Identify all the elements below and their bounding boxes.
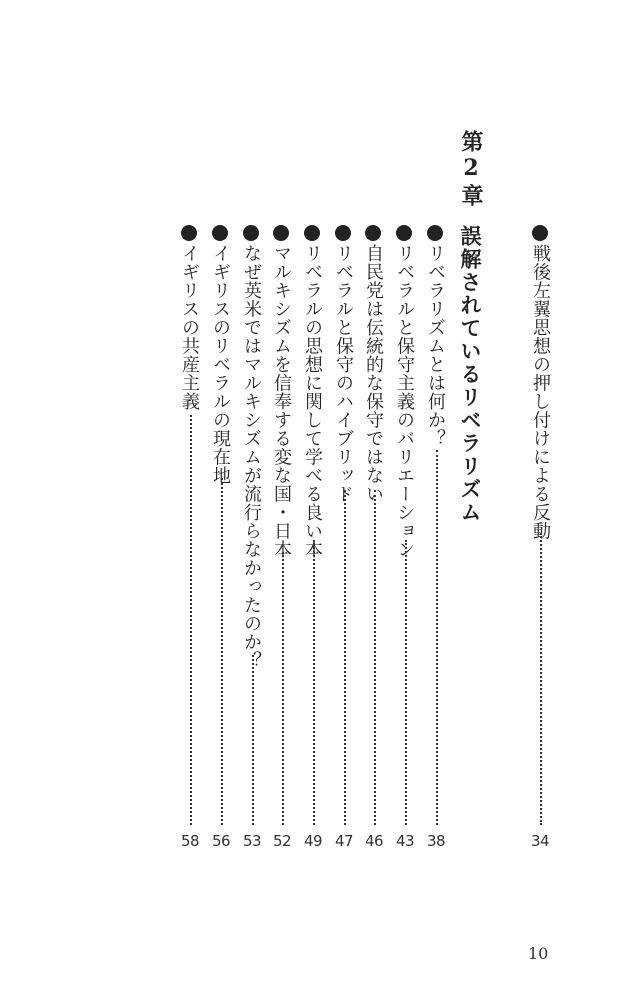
toc-entry-page: 47 <box>334 832 354 850</box>
dot-leader <box>282 552 284 825</box>
bullet-icon <box>335 225 351 241</box>
toc-entry-title: イギリスのリベラルの現在地 <box>210 244 231 485</box>
bullet-icon <box>427 225 443 241</box>
toc-entry <box>426 225 444 448</box>
chapter-number: 第2章 <box>458 130 484 209</box>
dot-leader <box>436 450 438 825</box>
toc-entry-title: 自民党は伝統的な保守ではない <box>363 244 384 503</box>
dot-leader <box>374 490 376 825</box>
dot-leader <box>221 478 223 825</box>
toc-entry <box>334 225 352 503</box>
toc-entry <box>272 225 290 559</box>
toc-entry-page: 56 <box>211 832 231 850</box>
toc-entry-title: なぜ英米ではマルキシズムが流行らなかったのか？ <box>241 244 262 670</box>
toc-entry-page: 34 <box>530 832 550 850</box>
bullet-icon <box>365 225 381 241</box>
dot-leader <box>540 533 542 825</box>
toc-entry-title: 戦後左翼思想の押し付けによる反動 <box>530 244 551 540</box>
bullet-icon <box>181 225 197 241</box>
toc-entry-prev <box>531 225 549 540</box>
toc-entry-title: リベラルと保守のハイブリッド <box>333 244 354 503</box>
dot-leader <box>190 415 192 825</box>
bullet-icon <box>304 225 320 241</box>
toc-entry-title: リベラリズムとは何か？ <box>425 244 446 448</box>
bullet-icon <box>396 225 412 241</box>
toc-entry-title: リベラルの思想に関して学べる良い本 <box>302 244 323 559</box>
toc-entry <box>395 225 413 559</box>
toc-entry-title: イギリスの共産主義 <box>179 244 200 411</box>
dot-leader <box>405 540 407 825</box>
dot-leader <box>252 655 254 825</box>
toc-entry <box>242 225 260 670</box>
toc-entry <box>211 225 229 485</box>
bullet-icon <box>532 225 548 241</box>
page-number: 10 <box>528 944 549 963</box>
toc-entry-page: 49 <box>303 832 323 850</box>
dot-leader <box>344 490 346 825</box>
toc-entry <box>180 225 198 411</box>
toc-entry <box>364 225 382 503</box>
toc-entry-page: 58 <box>180 832 200 850</box>
toc-entry-page: 52 <box>272 832 292 850</box>
bullet-icon <box>273 225 289 241</box>
dot-leader <box>313 540 315 825</box>
toc-entry <box>303 225 321 559</box>
toc-entry-page: 46 <box>364 832 384 850</box>
toc-entry-page: 38 <box>426 832 446 850</box>
chapter-title: 誤解されているリベラリズム <box>458 225 483 524</box>
bullet-icon <box>243 225 259 241</box>
bullet-icon <box>212 225 228 241</box>
toc-entry-title: マルキシズムを信奉する変な国・日本 <box>271 244 292 559</box>
toc-entry-title: リベラルと保守主義のバリエーション <box>394 244 415 559</box>
toc-entry-page: 53 <box>242 832 262 850</box>
toc-entry-page: 43 <box>395 832 415 850</box>
